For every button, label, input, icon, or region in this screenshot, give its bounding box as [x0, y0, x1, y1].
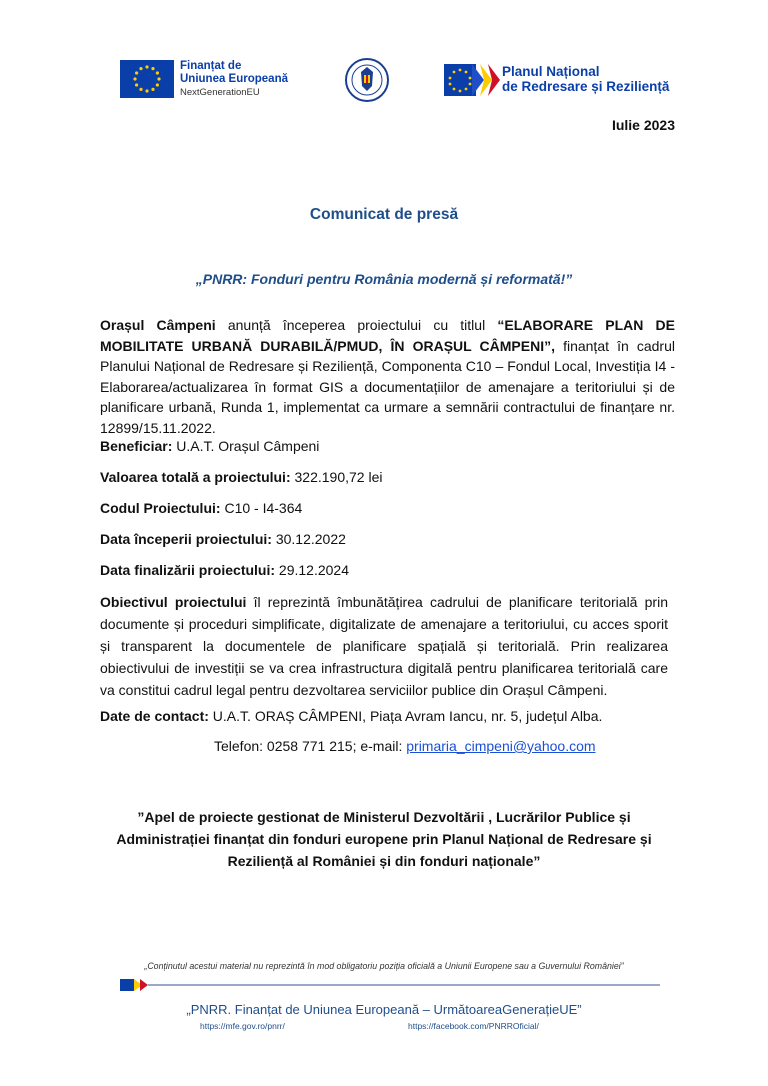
government-seal-icon: [345, 56, 389, 104]
field-value: 29.12.2024: [275, 562, 349, 578]
eu-flag-icon: [120, 60, 174, 98]
intro-part-1: anunță începerea proiectului cu titlul: [215, 317, 498, 333]
eu-star: [156, 83, 159, 86]
project-title: “ELABORARE PLAN DE MOBILITATE URBANĂ DURABILĂ/PMUD, ÎN ORAȘUL CÂMPENI”,: [100, 317, 675, 354]
eu-star: [145, 89, 148, 92]
field-value: U.A.T. Orașul Câmpeni: [172, 438, 320, 454]
document-date: Iulie 2023: [611, 117, 675, 133]
eu-funding-label: [180, 60, 288, 99]
objective-label: Obiectivul proiectului: [100, 594, 247, 610]
page-title: Comunicat de presă: [309, 206, 459, 223]
field-end-date: [100, 562, 349, 578]
footer-url-facebook[interactable]: https://facebook.com/PNRROficial/: [408, 1021, 539, 1031]
eu-star: [151, 88, 154, 91]
pnrr-logo-icon: [444, 64, 500, 96]
field-label: Beneficiar:: [100, 438, 173, 454]
intro-part-2: finanțat în cadrul Planului Național de Redresare și Reziliență, Componenta C10 – Fondul Local, Investiția I4 - Elaborarea/actualizarea în format GIS a documentațiilor de amenajare a teritoriului și de planificare urbană, Runda 1, implementat ca urmare a semnării contractului de finanțare nr. 12899/15.11.2022.: [100, 337, 675, 436]
footer-slogan: „PNRR. Finanțat de Uniunea Europeană – UrmătoareaGenerațieUE”: [186, 1002, 582, 1017]
eu-star: [139, 88, 142, 91]
eu-line-1: Finanțat de: [180, 60, 242, 72]
field-value: 30.12.2022: [271, 531, 346, 547]
eu-star: [156, 71, 159, 74]
pnrr-line-2: de Redresare și Reziliență: [502, 79, 670, 94]
field-project-code: [100, 500, 302, 516]
objective-text: îl reprezintă îmbunătățirea cadrului de planificare teritorială prin documente și proceduri simplificate, digitalizate de amenajare a teritoriului, cu acces sporit și transparent la documentele de planificare spațială și teritorială. Prin realizarea obiectivului de investiții se va crea infrastructura digitală pentru planificarea teritorială care va constitui cadrul legal pentru dezvoltarea serviciilor publice din Orașul Câmpeni.: [100, 594, 668, 698]
contact-address: U.A.T. ORAȘ CÂMPENI, Piața Avram Iancu, nr. 5, județul Alba.: [208, 708, 603, 724]
field-total-value: [100, 469, 382, 485]
contact-line: [100, 708, 602, 724]
footer-flag-bar-icon: [120, 979, 660, 991]
eu-star: [133, 77, 136, 80]
phone-text: Telefon: 0258 771 215; e-mail:: [214, 738, 407, 754]
eu-line-3: NextGenerationEU: [180, 87, 260, 98]
eu-star: [135, 71, 138, 74]
field-value: C10 - I4-364: [220, 500, 303, 516]
footer-url-mfe[interactable]: https://mfe.gov.ro/pnrr/: [200, 1021, 285, 1031]
appeal-statement: ”Apel de proiecte gestionat de Ministerul Dezvoltării , Lucrărilor Publice și Administrației finanțat din fonduri europene prin Planul Național de Redresare și Reziliență al României și din fonduri naționale”: [116, 809, 652, 869]
objective-paragraph: [100, 591, 668, 701]
field-label: Data începerii proiectului:: [100, 531, 272, 547]
pnrr-line-1: Planul Național: [502, 64, 600, 79]
phone-line: [214, 738, 596, 754]
field-label: Valoarea totală a proiectului:: [100, 469, 291, 485]
eu-star: [151, 67, 154, 70]
field-label: Codul Proiectului:: [100, 500, 221, 516]
eu-star: [145, 65, 148, 68]
contact-label: Date de contact:: [100, 708, 209, 724]
intro-lead: Orașul Câmpeni: [100, 317, 216, 333]
field-beneficiary: [100, 438, 319, 454]
footer-disclaimer: „Conținutul acestui material nu reprezintă în mod obligatoriu poziția oficială a Uniunii Europene sau a Guvernului României”: [144, 961, 624, 971]
eu-star: [135, 83, 138, 86]
email-link[interactable]: primaria_cimpeni@yahoo.com: [406, 738, 596, 754]
field-start-date: [100, 531, 346, 547]
intro-paragraph: [100, 315, 675, 438]
page-subtitle: „PNRR: Fonduri pentru România modernă și reformată!”: [195, 271, 573, 287]
eu-star: [157, 77, 160, 80]
field-value: 322.190,72 lei: [290, 469, 383, 485]
field-label: Data finalizării proiectului:: [100, 562, 276, 578]
eu-line-2: Uniunea Europeană: [180, 73, 288, 85]
pnrr-label: [502, 64, 669, 94]
eu-star: [139, 67, 142, 70]
